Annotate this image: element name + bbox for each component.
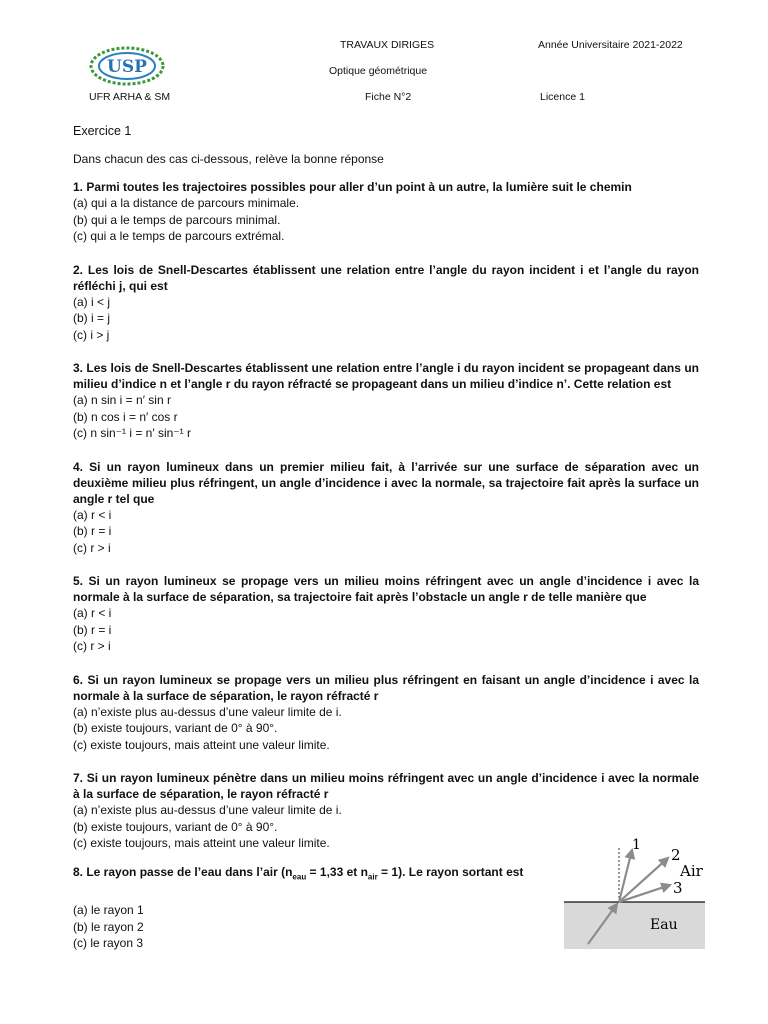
option: (a) le rayon 1 <box>73 903 144 918</box>
ray-3 <box>619 885 670 902</box>
option: (a) n’existe plus au-dessus d’une valeur limite de i. <box>73 803 342 817</box>
option: (b) r = i <box>73 622 112 637</box>
question-text: 7. Si un rayon lumineux pénètre dans un milieu moins réfringent avec un angle d’incidence i avec la normale à la surface de séparation, le rayon réfracté r <box>73 771 699 801</box>
water-region <box>564 902 705 949</box>
question-text: 6. Si un rayon lumineux se propage vers un milieu plus réfringent en faisant un angle d’incidence i avec la normale à la surface de séparation, le rayon réfracté r <box>73 672 699 703</box>
logo-text: USP <box>107 57 147 77</box>
question-text: 4. Si un rayon lumineux dans un premier milieu fait, à l’arrivée sur une surface de séparation avec un deuxième milieu plus réfringent, un angle d’incidence i avec la normale, sa trajectoire fait après la surface un angle r tel que <box>73 459 699 506</box>
question-text-part: = 1). Le rayon sortant est <box>377 865 524 879</box>
subscript-air: air <box>367 872 378 882</box>
option: (c) n sin⁻¹ i = n′ sin⁻¹ r <box>73 426 191 440</box>
header-sheet: Fiche N°2 <box>365 91 412 103</box>
option: (b) r = i <box>73 524 112 538</box>
option: (c) qui a le temps de parcours extrémal. <box>73 229 285 243</box>
question-text: 2. Les lois de Snell-Descartes établissent une relation entre l’angle du rayon incident i et l’angle du rayon réfléchi j, qui est <box>73 262 699 293</box>
option: (a) qui a la distance de parcours minimale. <box>73 196 300 210</box>
option: (b) existe toujours, variant de 0° à 90°. <box>73 721 278 735</box>
option: (c) existe toujours, mais atteint une valeur limite. <box>73 836 330 850</box>
option: (c) le rayon 3 <box>73 936 144 951</box>
question-5 <box>73 573 699 655</box>
air-label: Air <box>680 862 703 880</box>
question-text: 1. Parmi toutes les trajectoires possibles pour aller d’un point à un autre, la lumière suit le chemin <box>73 180 632 194</box>
header-level: Licence 1 <box>540 91 585 103</box>
ray-1-label: 1 <box>632 837 641 853</box>
option: (a) r < i <box>73 606 112 620</box>
question-text <box>73 864 543 885</box>
exercise-content <box>73 123 699 869</box>
water-label: Eau <box>650 917 678 933</box>
option: (a) r < i <box>73 507 112 522</box>
exercise-title: Exercice 1 <box>73 124 132 138</box>
question-text-part: = 1,33 et n <box>306 865 368 879</box>
refraction-figure <box>562 836 707 951</box>
question-text-part: 8. Le rayon passe de l’eau dans l’air (n <box>73 865 293 879</box>
ray-2 <box>619 858 668 902</box>
option: (c) i > j <box>73 327 110 342</box>
option: (c) existe toujours, mais atteint une valeur limite. <box>73 737 330 752</box>
header-department: UFR ARHA & SM <box>89 91 171 103</box>
header-year: Année Universitaire 2021-2022 <box>538 39 683 51</box>
exercise-intro: Dans chacun des cas ci-dessous, relève la bonne réponse <box>73 152 384 166</box>
option: (a) n’existe plus au-dessus d’une valeur limite de i. <box>73 704 342 719</box>
question-text: 3. Les lois de Snell-Descartes établissent une relation entre l’angle i du rayon incident se propageant dans un milieu d’indice n et l’angle r du rayon réfracté se propageant dans un milieu d’indice n’. Cette relation est <box>73 361 699 391</box>
question-3 <box>73 360 699 442</box>
question-4 <box>73 459 699 557</box>
question-8 <box>73 864 543 952</box>
option: (c) r > i <box>73 639 111 653</box>
option: (b) n cos i = n′ cos r <box>73 409 178 424</box>
ray-2-label: 2 <box>671 846 681 864</box>
option: (a) n sin i = n′ sin r <box>73 393 171 407</box>
header-title: TRAVAUX DIRIGES <box>340 39 435 51</box>
option: (b) i = j <box>73 311 111 325</box>
question-text: 5. Si un rayon lumineux se propage vers un milieu moins réfringent avec un angle d’incidence i avec la normale à la surface de séparation, sa trajectoire fait après l’obstacle un angle r de telle manière que <box>73 574 699 604</box>
option: (b) le rayon 2 <box>73 919 144 934</box>
question-1 <box>73 179 699 245</box>
ray-1 <box>619 850 632 902</box>
question-6 <box>73 672 699 754</box>
header-subject: Optique géométrique <box>329 65 428 77</box>
option: (a) i < j <box>73 294 111 309</box>
ray-3-label: 3 <box>673 879 683 897</box>
question-2 <box>73 262 699 344</box>
option: (b) qui a le temps de parcours minimal. <box>73 212 281 227</box>
subscript-eau: eau <box>292 872 307 882</box>
university-logo <box>88 44 166 88</box>
option: (b) existe toujours, variant de 0° à 90°. <box>73 819 278 834</box>
option: (c) r > i <box>73 540 111 555</box>
